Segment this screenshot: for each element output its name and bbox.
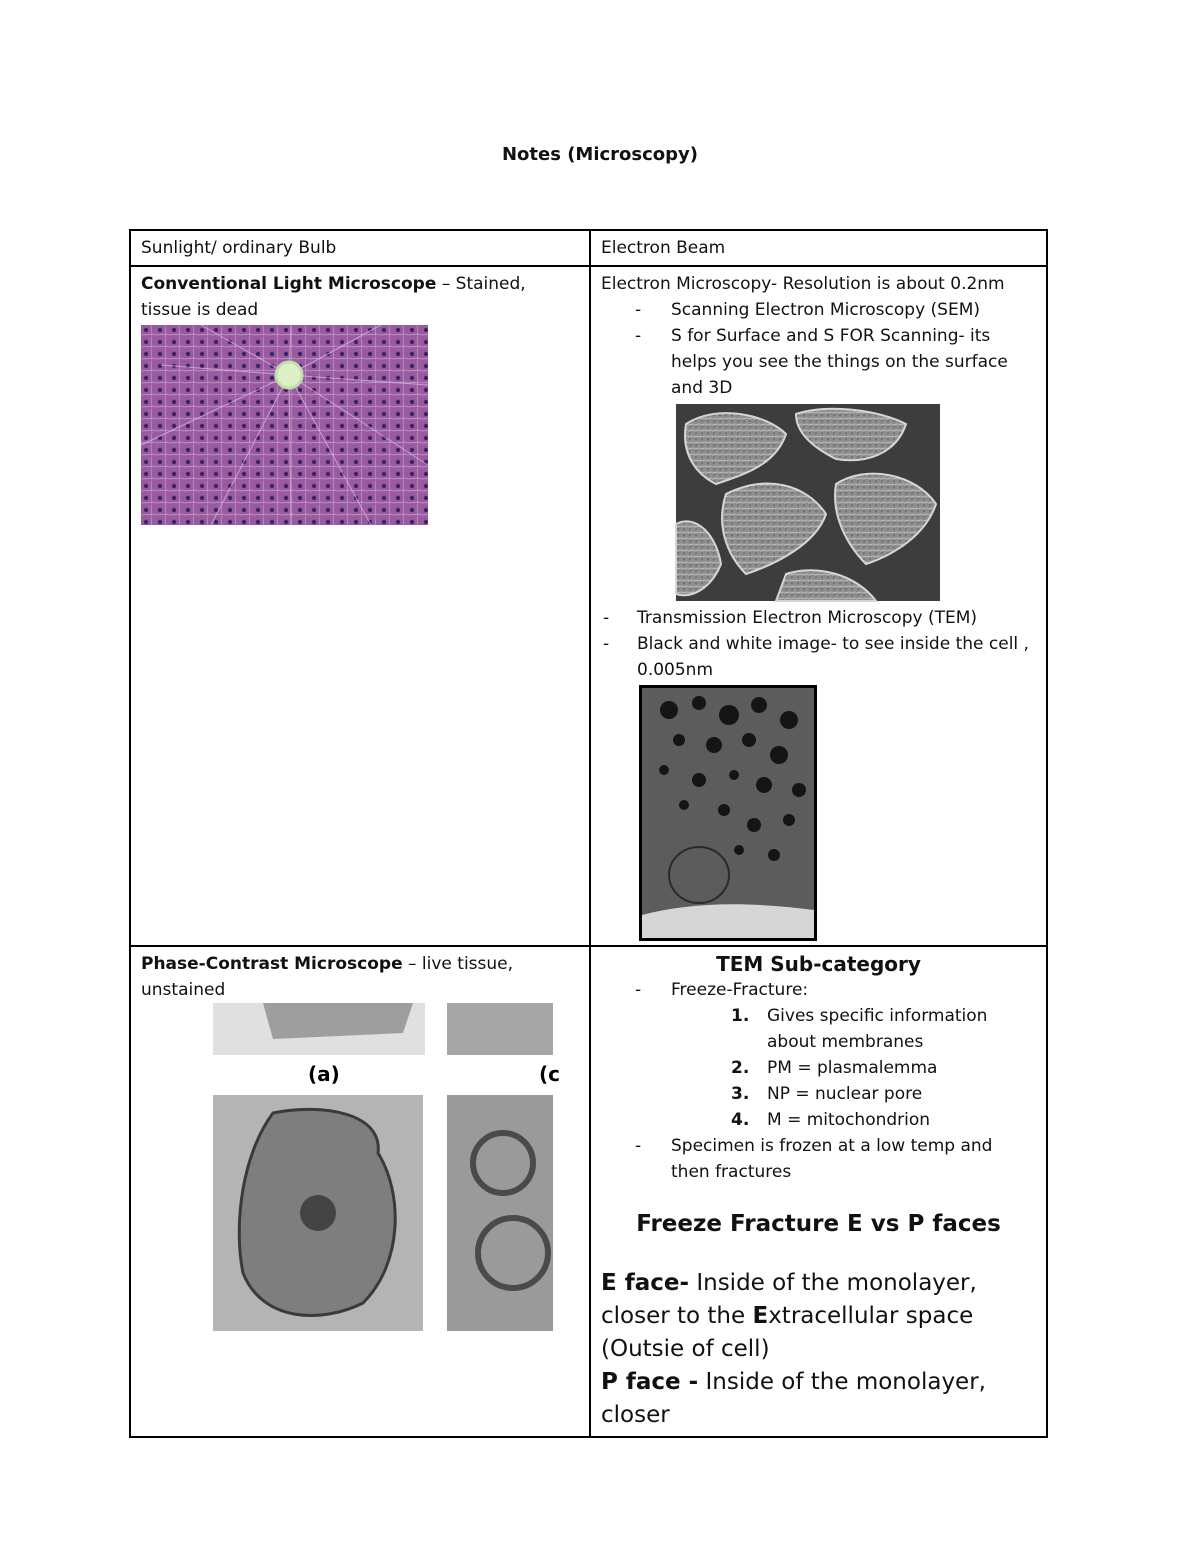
electron-microscope-cell: [590, 266, 1047, 946]
microscopy-table: [129, 229, 1048, 1438]
sem-item: - S for Surface and S FOR Scanning- its helps you see the things on the surface and 3D: [601, 323, 1036, 401]
tem-item: - Black and white image- to see inside the cell , 0.005nm: [601, 631, 1036, 683]
numbered-item: 3. NP = nuclear pore: [731, 1084, 923, 1104]
stained-tissue-image: [141, 325, 428, 525]
header-electron-source: Electron Beam: [590, 230, 1047, 266]
specimen-item: - Specimen is frozen at a low temp and then fractures: [601, 1133, 1036, 1185]
specimen-list: [601, 1133, 1036, 1185]
phase-description: [141, 951, 579, 1003]
p-face-description: P face - Inside of the monolayer, closer: [601, 1369, 986, 1428]
electron-intro: Electron Microscopy- Resolution is about 0.2nm: [601, 274, 1005, 294]
sem-item: - Scanning Electron Microscopy (SEM): [601, 297, 1036, 323]
light-microscope-description: [141, 271, 579, 323]
light-microscope-heading: Conventional Light Microscope: [141, 274, 437, 294]
phase-heading: Phase-Contrast Microscope: [141, 954, 403, 974]
numbered-item: 1. Gives specific information about membranes: [731, 1006, 988, 1052]
phase-contrast-cell: [130, 946, 590, 1437]
e-face-description: E face- Inside of the monolayer, closer to the Extracellular space (Outsie of cell): [601, 1270, 977, 1362]
tem-image: [639, 685, 817, 941]
sem-list: [601, 297, 1036, 401]
sem-image: [676, 404, 940, 601]
light-microscope-cell: [130, 266, 590, 946]
freeze-item: - Freeze-Fracture:: [601, 977, 1036, 1003]
tem-item: - Transmission Electron Microscopy (TEM): [601, 605, 1036, 631]
tem-subcategory-cell: [590, 946, 1047, 1437]
tem-sub-heading: TEM Sub-category: [716, 952, 921, 976]
phase-contrast-image: [213, 1003, 560, 1349]
header-light-source: Sunlight/ ordinary Bulb: [130, 230, 590, 266]
tem-list: [601, 605, 1036, 683]
freeze-list: [601, 977, 1036, 1003]
numbered-item: 4. M = mitochondrion: [731, 1110, 931, 1130]
light-microscope-text: – Stained, tissue is dead: [141, 274, 526, 320]
label-a: (a): [308, 1062, 340, 1086]
freeze-fracture-heading: Freeze Fracture E vs P faces: [636, 1211, 1001, 1237]
freeze-numbered-list: [601, 1003, 1036, 1133]
numbered-item: 2. PM = plasmalemma: [731, 1058, 938, 1078]
label-c: (c: [539, 1062, 560, 1086]
phase-text: – live tissue, unstained: [141, 954, 514, 1000]
page-title: Notes (Microscopy): [501, 144, 699, 165]
